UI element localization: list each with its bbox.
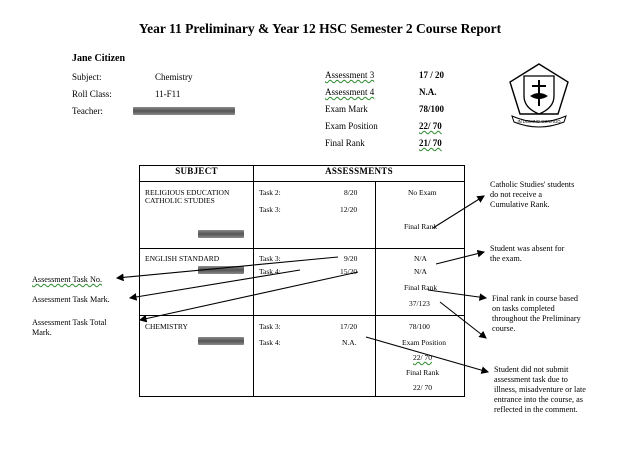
student-name: Jane Citizen [72, 53, 126, 64]
exam-status: No Exam [408, 188, 437, 197]
subject-value: Chemistry [155, 72, 193, 82]
crest-motto: IN DOMINO CONFIDO [517, 119, 561, 124]
exam-position-value: 22/ 70 [419, 121, 442, 131]
subject-name: CHEMISTRY [145, 322, 188, 331]
task-number: Task 3: [259, 205, 281, 214]
teacher-redacted [198, 337, 244, 345]
subject-label: Subject: [72, 72, 102, 82]
exam-mark: N/A [414, 254, 427, 263]
annotation-catholic-line2: do not receive a [490, 190, 543, 199]
annotation-task-total-line1: Assessment Task Total [32, 318, 107, 327]
teacher-redacted [133, 107, 235, 115]
exam-mark: 78/100 [409, 322, 430, 331]
assessment-table [139, 165, 465, 397]
teacher-label: Teacher: [72, 106, 103, 116]
final-rank-value: 37/123 [409, 299, 430, 308]
annotation-final-rank-line4: course. [492, 324, 516, 333]
annotation-absent-line2: the exam. [490, 254, 522, 263]
task-mark: N.A. [342, 338, 357, 347]
task-number: Task 3: [259, 254, 281, 263]
assessment-4-label: Assessment 4 [325, 87, 375, 97]
final-rank-label: Final Rank [404, 222, 438, 231]
annotation-catholic-line1: Catholic Studies' students [490, 180, 575, 189]
exam-mark-label: Exam Mark [325, 104, 368, 114]
table-row [140, 182, 465, 249]
annotation-nosubmit-line2: assessment task due to [494, 375, 568, 384]
assessment-4-value: N.A. [419, 87, 437, 97]
exam-position-label: Exam Position [325, 121, 378, 131]
subject-name-line2: CATHOLIC STUDIES [145, 196, 215, 205]
exam-mark-value: 78/100 [419, 104, 445, 114]
report-title: Year 11 Preliminary & Year 12 HSC Semester 2 Course Report [138, 21, 502, 36]
annotation-catholic-line3: Cumulative Rank. [490, 200, 550, 209]
final-rank-label: Final Rank [325, 138, 365, 148]
final-rank-label: Final Rank [404, 283, 438, 292]
annotation-final-rank-line3: throughout the Preliminary [492, 314, 581, 323]
annotation-nosubmit-line5: reflected in the comment. [494, 405, 578, 414]
task-mark: 12/20 [340, 205, 358, 214]
final-rank-value: 22/ 70 [413, 383, 432, 392]
annotation-task-mark: Assessment Task Mark. [32, 295, 110, 304]
table-row [140, 316, 465, 397]
annotation-final-rank-line2: on tasks completed [492, 304, 555, 313]
teacher-redacted [198, 266, 244, 274]
exam-position-label: Exam Position [402, 338, 446, 347]
header-subject: SUBJECT [140, 166, 254, 182]
school-crest-logo [508, 62, 570, 128]
annotation-absent-line1: Student was absent for [490, 244, 565, 253]
task-number: Task 3: [259, 322, 281, 331]
teacher-redacted [198, 230, 244, 238]
table-row [140, 249, 465, 316]
exam-position: N/A [414, 267, 427, 276]
assessment-3-label: Assessment 3 [325, 70, 375, 80]
annotation-final-rank-line1: Final rank in course based [492, 294, 578, 303]
subject-name: ENGLISH STANDARD [145, 254, 220, 263]
subject-name: RELIGIOUS EDUCATION [145, 188, 230, 197]
final-rank-label: Final Rank [406, 368, 440, 377]
annotation-nosubmit-line1: Student did not submit [494, 365, 569, 374]
annotation-task-no: Assessment Task No. [32, 275, 103, 284]
task-mark: 9/20 [344, 254, 358, 263]
final-rank-value: 21/ 70 [419, 138, 442, 148]
annotation-nosubmit-line4: entrance into the course, as [494, 395, 583, 404]
task-number: Task 4: [259, 267, 281, 276]
task-number: Task 4: [259, 338, 281, 347]
exam-position-value: 22/ 70 [413, 353, 432, 362]
roll-class-value: 11-F11 [155, 89, 181, 99]
task-mark: 8/20 [344, 188, 358, 197]
annotation-task-total-line2: Mark. [32, 328, 52, 337]
annotation-nosubmit-line3: illness, misadventure or late [494, 385, 586, 394]
header-assessments: ASSESSMENTS [254, 166, 465, 182]
roll-class-label: Roll Class: [72, 89, 112, 99]
task-number: Task 2: [259, 188, 281, 197]
task-mark: 17/20 [340, 322, 358, 331]
task-mark: 15/20 [340, 267, 358, 276]
assessment-3-value: 17 / 20 [419, 70, 445, 80]
